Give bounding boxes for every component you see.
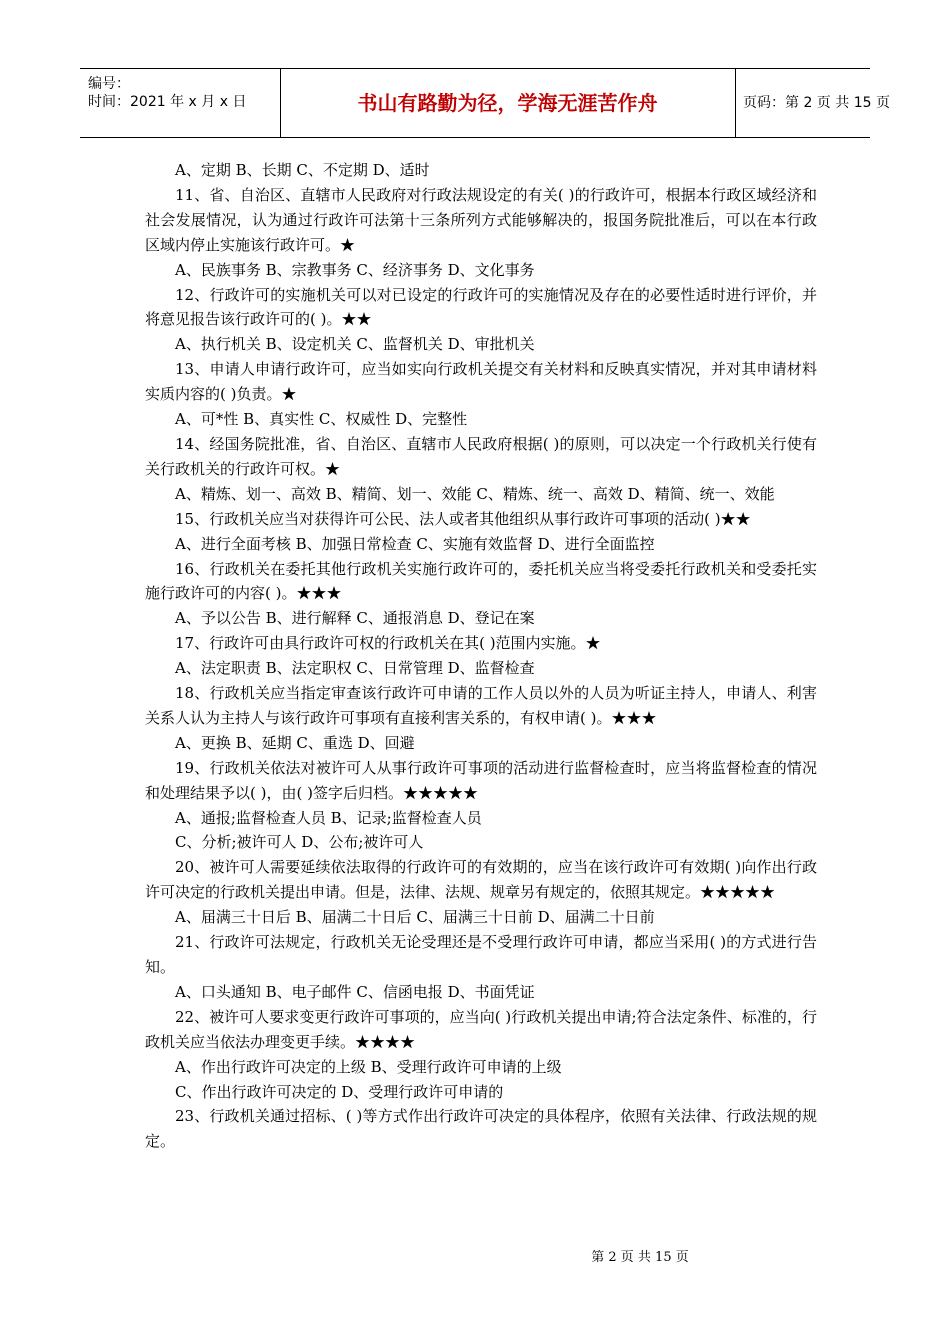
options-paragraph: A、法定职责 B、法定职权 C、日常管理 D、监督检查 — [175, 659, 535, 678]
options-paragraph: A、民族事务 B、宗教事务 C、经济事务 D、文化事务 — [175, 260, 535, 279]
question-paragraph: 20、被许可人需要延续依法取得的行政许可的有效期的，应当在该行政许可有效期( )向作出行政许可决定的行政机关提出申请。但是，法律、法规、规章另有规定的，依照其规定。★★★★★ — [145, 858, 817, 902]
options-paragraph: A、可*性 B、真实性 C、权威性 D、完整性 — [175, 410, 468, 429]
question-paragraph: 18、行政机关应当指定审查该行政许可申请的工作人员以外的人员为听证主持人，申请人、利害关系人认为主持人与该行政许可事项有直接利害关系的，有权申请( )。★★★ — [145, 684, 817, 727]
header-motto: 书山有路勤为径，学海无涯苦作舟 — [280, 69, 736, 137]
options-paragraph: A、予以公告 B、进行解释 C、通报消息 D、登记在案 — [175, 609, 535, 628]
question-paragraph: 21、行政许可法规定，行政机关无论受理还是不受理行政许可申请，都应当采用( )的方式进行告知。 — [145, 933, 817, 976]
question-paragraph: 17、行政许可由具行政许可权的行政机关在其( )范围内实施。★ — [175, 634, 601, 653]
document-body — [145, 158, 817, 1154]
question-paragraph: 14、经国务院批准，省、自治区、直辖市人民政府根据( )的原则，可以决定一个行政机关行使有关行政机关的行政许可权。★ — [145, 434, 817, 478]
paragraph: A、定期 B、长期 C、不定期 D、适时 — [175, 161, 430, 179]
options-paragraph: A、执行机关 B、设定机关 C、监督机关 D、审批机关 — [175, 335, 535, 354]
question-paragraph: 22、被许可人要求变更行政许可事项的，应当向( )行政机关提出申请;符合法定条件、标准的，行政机关应当依法办理变更手续。★★★★ — [145, 1007, 817, 1051]
options-paragraph: C、作出行政许可决定的 D、受理行政许可申请的 — [175, 1082, 504, 1101]
footer-page-number: 第 2 页 共 15 页 — [591, 1250, 689, 1265]
document-number-label: 编号： — [88, 76, 130, 92]
options-paragraph: A、作出行政许可决定的上级 B、受理行政许可申请的上级 — [175, 1057, 562, 1076]
question-paragraph: 16、行政机关在委托其他行政机关实施行政许可的，委托机关应当将受委托行政机关和受委托实施行政许可的内容( )。★★★ — [145, 559, 817, 603]
options-paragraph: A、通报;监督检查人员 B、记录;监督检查人员 — [175, 808, 482, 827]
options-paragraph: A、届满三十日后 B、届满二十日后 C、届满三十日前 D、届满二十日前 — [175, 908, 655, 927]
document-date-label: 时间：2021 年 x 月 x 日 — [88, 94, 247, 110]
options-paragraph: A、进行全面考核 B、加强日常检查 C、实施有效监督 D、进行全面监控 — [175, 534, 655, 553]
options-paragraph: A、口头通知 B、电子邮件 C、信函电报 D、书面凭证 — [175, 982, 535, 1001]
options-paragraph: A、精炼、划一、高效 B、精简、划一、效能 C、精炼、统一、高效 D、精简、统一、效能 — [175, 484, 775, 503]
header-page-info: 页码：第 2 页 共 15 页 — [743, 95, 890, 111]
header-left-cell — [80, 69, 281, 137]
question-paragraph: 11、省、自治区、直辖市人民政府对行政法规设定的有关( )的行政许可，根据本行政区域经济和社会发展情况，认为通过行政许可法第十三条所列方式能够解决的，报国务院批准后，可以在本行政区域内停止实施该行政许可。★ — [145, 185, 817, 254]
question-paragraph: 13、申请人申请行政许可，应当如实向行政机关提交有关材料和反映真实情况，并对其申请材料实质内容的( )负责。★ — [145, 360, 817, 404]
question-paragraph: 15、行政机关应当对获得许可公民、法人或者其他组织从事行政许可事项的活动( )★★ — [175, 509, 751, 528]
question-paragraph: 19、行政机关依法对被许可人从事行政许可事项的活动进行监督检查时，应当将监督检查的情况和处理结果予以( )，由( )签字后归档。★★★★★ — [145, 758, 817, 802]
page-header — [80, 68, 890, 138]
question-paragraph: 23、行政机关通过招标、( )等方式作出行政许可决定的具体程序，依照有关法律、行政法规的规定。 — [145, 1107, 817, 1151]
page-footer — [0, 1246, 950, 1265]
question-paragraph: 12、行政许可的实施机关可以对已设定的行政许可的实施情况及存在的必要性适时进行评价，并将意见报告该行政许可的( )。★★ — [145, 285, 817, 329]
options-paragraph: C、分析;被许可人 D、公布;被许可人 — [175, 833, 424, 852]
options-paragraph: A、更换 B、延期 C、重选 D、回避 — [175, 733, 415, 752]
